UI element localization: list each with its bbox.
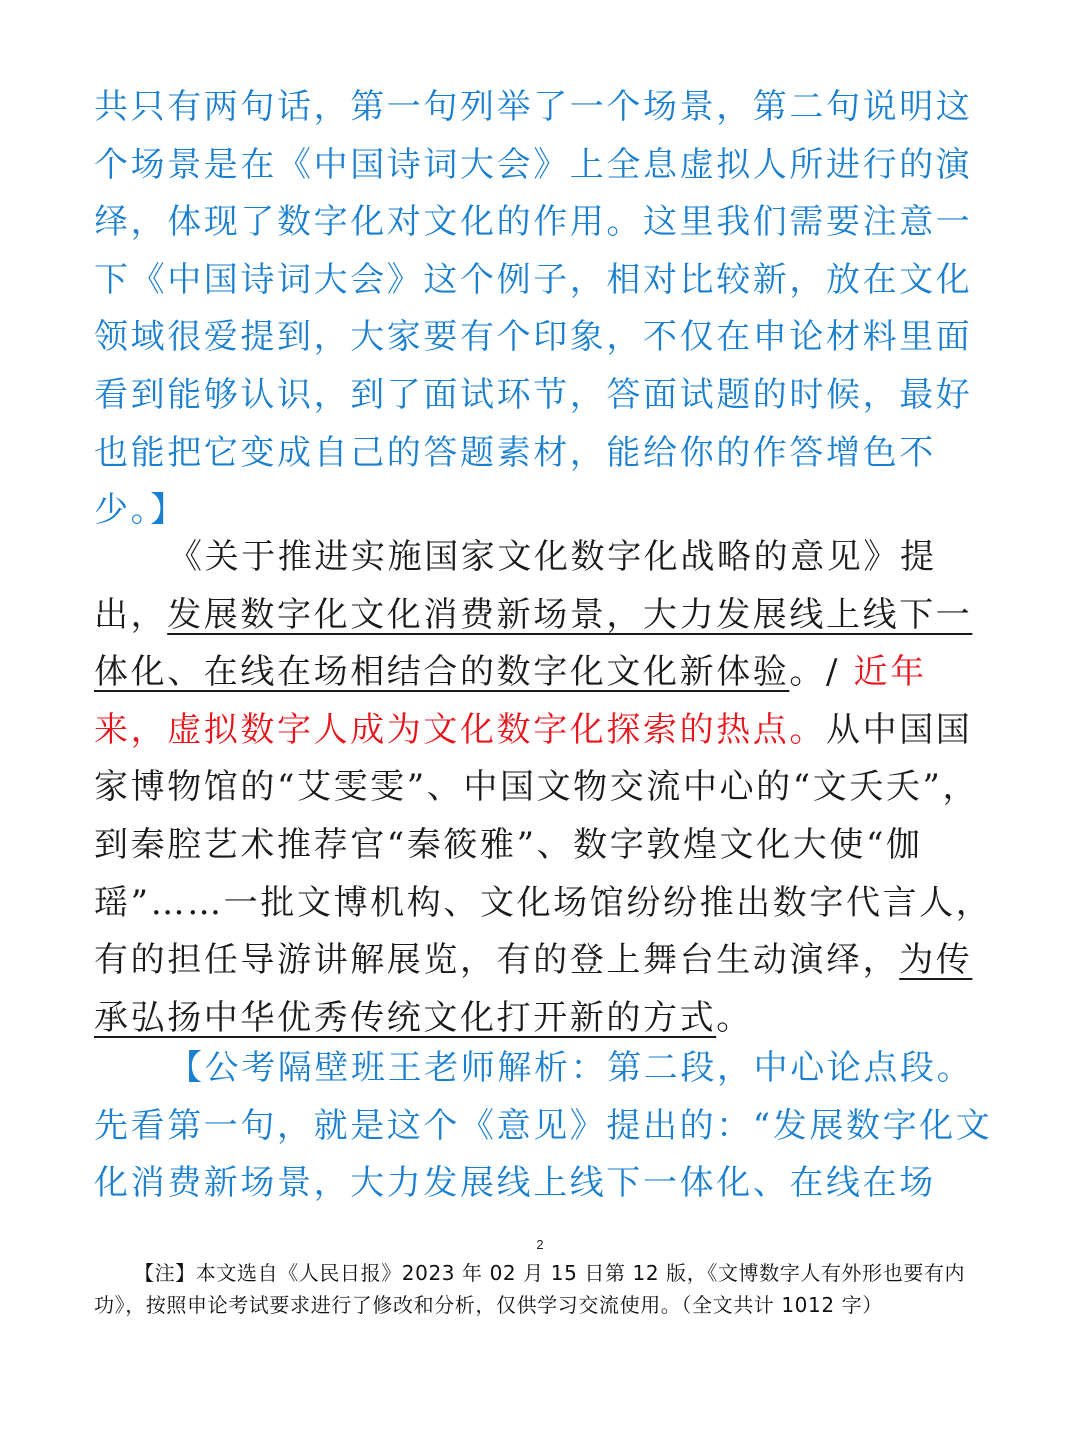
- analysis-text: 共只有两句话，第一句列举了一个场景，第二句说明这个场景是在《中国诗词大会》上全息虚拟人所进行的演绎，体现了数字化对文化的作用。这里我们需要注意一下《中国诗词大会》这个例子，相对比较新，放在文化领域很爱提到，大家要有个印象，不仅在申论材料里面看到能够认识，到了面试环节，答面试题的时候，最好也能把它变成自己的答题素材，能给你的作答增色不少。】: [94, 87, 973, 531]
- page-number: 2: [536, 1237, 544, 1252]
- analysis-text: 【公考隔壁班王老师解析：第二段，中心论点段。先看第一句，就是这个《意见》提出的：“发展数字化文化消费新场景，大力发展线上线下一体化、在线在场: [94, 1048, 993, 1204]
- analysis-paragraph-continued: [94, 79, 994, 540]
- underlined-conclusion-sentence: 为传承弘扬中华优秀传统文化打开新的方式: [94, 940, 973, 1038]
- material-sentence-opening: 《关于推进实施国家文化数字化战略的意见》提出，: [94, 537, 937, 635]
- underlined-key-sentence: 发展数字化文化消费新场景，大力发展线上线下一体化、在线在场相结合的数字化文化新体验: [94, 594, 973, 693]
- material-paragraph: [94, 529, 994, 1047]
- sentence-separator: 。/: [789, 652, 854, 693]
- highlighted-thesis-sentence: 近年来，虚拟数字人成为文化数字化探索的热点。: [94, 652, 927, 750]
- analysis-paragraph: [94, 1040, 994, 1213]
- material-examples-text: 从中国国家博物馆的“艾雯雯”、中国文物交流中心的“文夭夭”，到秦腔艺术推荐官“秦筱雅”、数字敦煌文化大使“伽瑶”……一批文博机构、文化场馆纷纷推出数字代言人，有的担任导游讲解展览，有的登上舞台生动演绎，: [94, 709, 993, 981]
- source-footnote: 【注】本文选自《人民日报》2023 年 02 月 15 日第 12 版，《文博数字人有外形也要有内功》，按照申论考试要求进行了修改和分析，仅供学习交流使用。（全文共计 1012 字）: [94, 1261, 966, 1317]
- closing-period: 。: [716, 997, 753, 1038]
